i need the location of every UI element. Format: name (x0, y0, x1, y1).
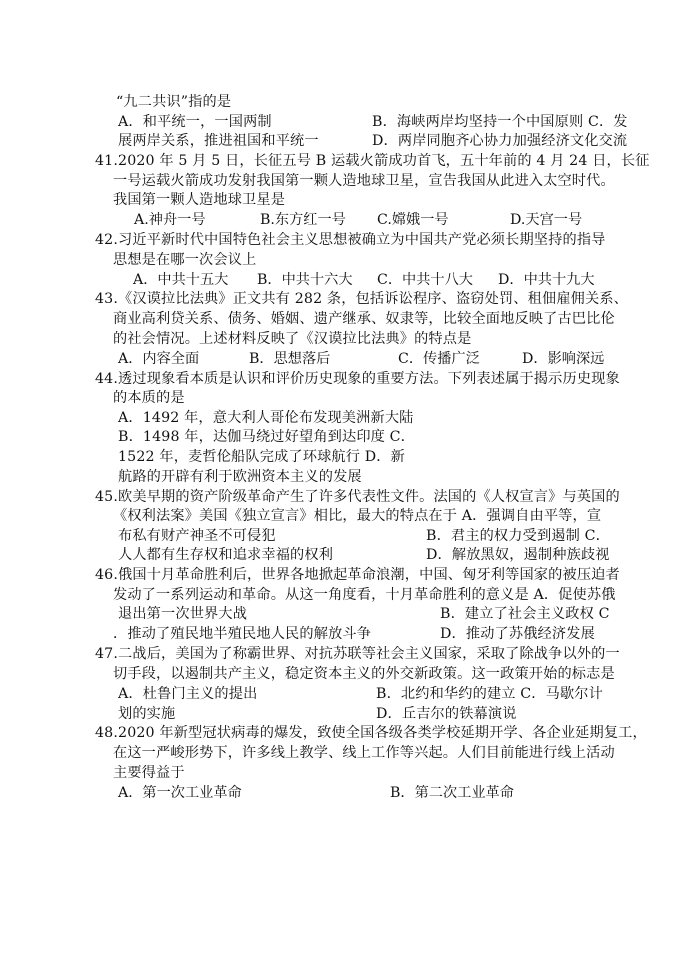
q43-stem-line-1: 43.《汉谟拉比法典》正文共有 282 条，包括诉讼程序、盗窃处罚、租佃雇佣关系、 (95, 291, 629, 307)
q41-option-c: C.嫦娥一号 (377, 212, 449, 228)
q43-option-a: A．内容全面 (118, 351, 200, 367)
q42-stem-line-2: 思想是在哪一次会议上 (113, 252, 257, 268)
q45-option-c-cont: 人人都有生存权和追求幸福的权利 (118, 547, 334, 563)
q41-stem-line-1: 41.2020 年 5 月 5 日，长征五号 B 运载火箭成功首飞，五十年前的 4 月 24 日，长征 (95, 153, 650, 169)
q43-option-b: B．思想落后 (249, 351, 331, 367)
q45-option-b-c: B．君主的权力受到遏制 C． (426, 528, 610, 544)
q44-option-d: 航路的开辟有利于欧洲资本主义的发展 (118, 469, 362, 485)
q47-option-a: A．杜鲁门主义的提出 (118, 686, 258, 702)
q41-option-a: A.神舟一号 (134, 212, 206, 228)
q45-option-d: D．解放黑奴，遏制种族歧视 (426, 547, 610, 563)
q48-stem-line-3: 主要得益于 (113, 765, 185, 781)
q46-option-b-c: B．建立了社会主义政权 C (440, 606, 610, 622)
q47-stem-line-1: 47.二战后，美国为了称霸世界、对抗苏联等社会主义国家，采取了除战争以外的一 (95, 646, 620, 662)
q44-stem-line-2: 的本质的是 (113, 390, 185, 406)
q43-stem-line-2: 商业高利贷关系、债务、婚姻、遗产继承、奴隶等，比较全面地反映了古巴比伦 (113, 311, 615, 327)
q44-stem-line-1: 44.透过现象看本质是认识和评价历史现象的重要方法。下列表述属于揭示历史现象 (95, 371, 620, 387)
q44-option-c: 1522 年，麦哲伦船队完成了环球航行 D．新 (118, 449, 405, 465)
q48-option-b: B．第二次工业革命 (390, 785, 514, 801)
q42-option-a: A．中共十五大 (133, 272, 229, 288)
q41-stem-line-3: 我国第一颗人造地球卫星是 (113, 192, 286, 208)
q48-stem-line-1: 48.2020 年新型冠状病毒的爆发，致使全国各级各类学校延期开学、各企业延期复工， (95, 725, 647, 741)
q46-stem-line-2: 发动了一系列运动和革命。从这一角度看，十月革命胜利的意义是 A．促使苏俄 (113, 587, 616, 603)
q45-stem-line-2: 《权利法案》美国《独立宣言》相比，最大的特点在于 A．强调自由平等，宣 (113, 508, 602, 524)
q42-stem-line-1: 42.习近平新时代中国特色社会主义思想被确立为中国共产党必须长期坚持的指导 (95, 232, 606, 248)
q43-stem-line-3: 的社会情况。上述材料反映了《汉谟拉比法典》的特点是 (113, 331, 472, 347)
q46-stem-line-1: 46.俄国十月革命胜利后，世界各地掀起革命浪潮，中国、匈牙利等国家的被压迫者 (95, 567, 620, 583)
q41-option-d: D.天宫一号 (510, 212, 583, 228)
q42-option-d: D．中共十九大 (498, 272, 595, 288)
q48-option-a: A．第一次工业革命 (118, 785, 242, 801)
q47-option-c-cont: 划的实施 (118, 706, 176, 722)
q45-stem-line-1: 45.欧美早期的资产阶级革命产生了许多代表性文件。法国的《人权宣言》与英国的 (95, 489, 620, 505)
q44-option-b: B．1498 年，达伽马绕过好望角到达印度 C． (118, 429, 416, 445)
q40-option-d: D．两岸同胞齐心协力加强经济文化交流 (372, 133, 628, 149)
q42-option-c: C．中共十八大 (377, 272, 473, 288)
q40-option-a: A．和平统一，一国两制 (118, 114, 272, 130)
q41-stem-line-2: 一号运载火箭成功发射我国第一颗人造地球卫星，宣告我国从此进入太空时代。 (113, 173, 615, 189)
q47-stem-line-2: 切手段，以遏制共产主义，稳定资本主义的外交新政策。这一政策开始的标志是 (113, 666, 615, 682)
q41-option-b: B.东方红一号 (260, 212, 346, 228)
q40-stem: “九二共识”指的是 (116, 94, 232, 110)
q43-option-c: C．传播广泛 (398, 351, 480, 367)
q40-option-b-c: B．海峡两岸均坚持一个中国原则 C．发 (372, 114, 628, 130)
q47-option-b-c: B．北约和华约的建立 C．马歇尔计 (376, 686, 603, 702)
q42-option-b: B．中共十六大 (257, 272, 353, 288)
q48-stem-line-2: 在这一严峻形势下，许多线上教学、线上工作等兴起。人们目前能进行线上活动 (113, 745, 615, 761)
q40-option-c-cont: 展两岸关系，推进祖国和平统一 (118, 133, 319, 149)
q46-option-a-cont: 退出第一次世界大战 (118, 606, 248, 622)
q45-option-a-cont: 布私有财产神圣不可侵犯 (118, 528, 276, 544)
q43-option-d: D．影响深远 (522, 351, 605, 367)
q46-option-c-cont: ．推动了殖民地半殖民地人民的解放斗争 (113, 626, 372, 642)
q46-option-d: D．推动了苏俄经济发展 (440, 626, 595, 642)
q47-option-d: D．丘吉尔的铁幕演说 (376, 706, 517, 722)
q44-option-a: A．1492 年，意大利人哥伦布发现美洲新大陆 (118, 410, 414, 426)
